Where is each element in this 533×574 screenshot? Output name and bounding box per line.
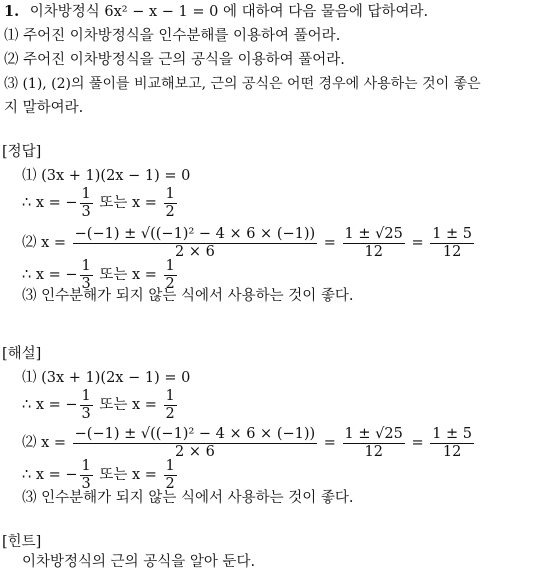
fraction	[430, 426, 474, 461]
problem-stem-line	[4, 2, 428, 22]
fraction	[164, 388, 177, 423]
fraction-numerator: 1	[81, 257, 91, 274]
fraction	[343, 426, 405, 461]
fraction-denominator: 2	[165, 275, 175, 292]
problem-number: 1.	[4, 3, 20, 20]
fraction-numerator: 1	[165, 457, 175, 474]
explanation-step-3: ⑶ 인수분해가 되지 않는 식에서 사용하는 것이 좋다.	[22, 490, 354, 506]
explanation-step-1-result	[22, 386, 179, 424]
step-2-prefix: ⑵ x =	[22, 435, 71, 451]
fraction-denominator: 12	[364, 243, 383, 260]
fraction-numerator: 1 ± 5	[432, 225, 473, 242]
fraction	[164, 186, 177, 221]
fraction	[430, 226, 474, 261]
therefore-text: ∴ x = −	[22, 195, 78, 211]
fraction	[343, 226, 405, 261]
fraction-numerator: 1	[165, 257, 175, 274]
fraction-numerator: 1	[81, 457, 91, 474]
or-text: 또는 x =	[94, 267, 162, 283]
hint-text: 이차방정식의 근의 공식을 알아 둔다.	[22, 554, 256, 570]
answer-step-3: ⑶ 인수분해가 되지 않는 식에서 사용하는 것이 좋다.	[22, 288, 354, 304]
fraction-numerator: 1	[81, 387, 91, 404]
explanation-step-1: ⑴ (3x + 1)(2x − 1) = 0	[22, 370, 191, 386]
fraction-denominator: 3	[81, 405, 91, 422]
equals-sign: =	[319, 235, 341, 251]
fraction-denominator: 2	[165, 475, 175, 492]
fraction-numerator: −(−1) ± √((−1)² − 4 × 6 × (−1))	[74, 425, 316, 442]
question-1: ⑴ 주어진 이차방정식을 인수분해를 이용하여 풀어라.	[4, 28, 341, 44]
fraction-numerator: 1	[81, 185, 91, 202]
fraction-denominator: 12	[442, 243, 462, 260]
problem-stem: 이차방정식 6x² − x − 1 = 0 에 대하여 다음 물음에 답하여라.	[29, 4, 429, 20]
fraction	[80, 186, 93, 221]
fraction-numerator: 1	[165, 387, 175, 404]
fraction-numerator: −(−1) ± √((−1)² − 4 × 6 × (−1))	[74, 225, 316, 242]
answer-header: [정답]	[2, 144, 42, 160]
fraction-numerator: 1 ± 5	[432, 425, 473, 442]
therefore-text: ∴ x = −	[22, 267, 78, 283]
fraction-denominator: 2 × 6	[175, 243, 215, 260]
therefore-text: ∴ x = −	[22, 467, 78, 483]
question-3-line2: 지 말하여라.	[4, 100, 84, 116]
equals-sign: =	[406, 235, 429, 251]
fraction-denominator: 2	[165, 405, 175, 422]
step-2-prefix: ⑵ x =	[22, 235, 71, 251]
fraction-denominator: 3	[81, 203, 91, 220]
explanation-header: [해설]	[2, 346, 42, 362]
fraction-denominator: 12	[442, 443, 462, 460]
equals-sign: =	[319, 435, 341, 451]
answer-step-1-result	[22, 184, 179, 222]
fraction	[80, 388, 93, 423]
or-text: 또는 x =	[94, 195, 162, 211]
fraction-numerator: 1 ± √25	[344, 425, 403, 442]
answer-step-1: ⑴ (3x + 1)(2x − 1) = 0	[22, 168, 191, 184]
fraction-numerator: 1 ± √25	[344, 225, 403, 242]
hint-header: [힌트]	[2, 534, 42, 550]
therefore-text: ∴ x = −	[22, 397, 78, 413]
fraction-denominator: 3	[81, 475, 91, 492]
question-2: ⑵ 주어진 이차방정식을 근의 공식을 이용하여 풀어라.	[4, 52, 345, 68]
fraction-denominator: 3	[81, 275, 91, 292]
question-3-line1: ⑶ (1), (2)의 풀이를 비교해보고, 근의 공식은 어떤 경우에 사용하는 것이 좋은	[4, 76, 481, 92]
fraction-numerator: 1	[165, 185, 175, 202]
fraction-denominator: 2	[165, 203, 175, 220]
equals-sign: =	[406, 435, 429, 451]
or-text: 또는 x =	[94, 397, 162, 413]
fraction-denominator: 12	[364, 443, 383, 460]
fraction-denominator: 2 × 6	[175, 443, 215, 460]
or-text: 또는 x =	[94, 467, 162, 483]
